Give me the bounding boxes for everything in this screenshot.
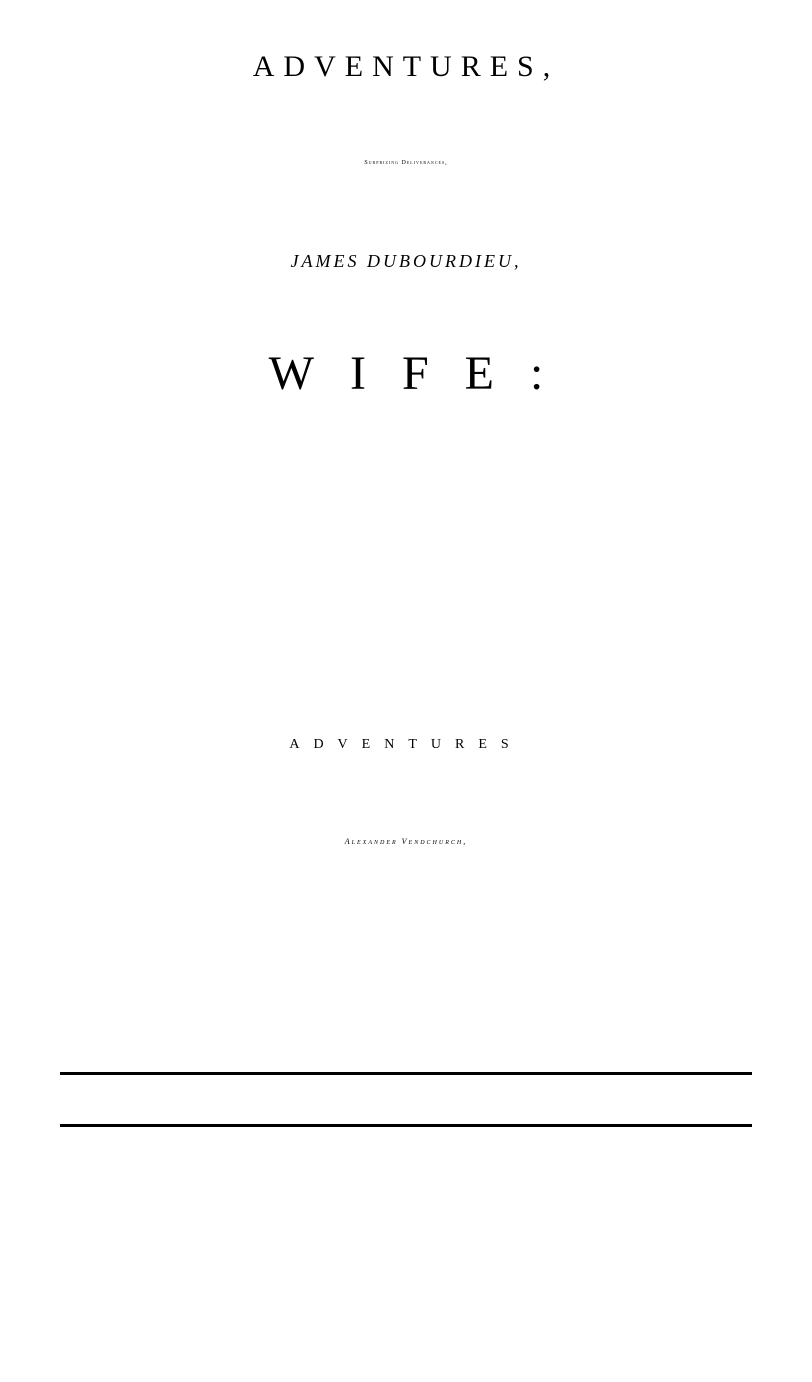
heading-adventures-2: ADVENTURES (289, 737, 523, 752)
heading-james-dubourdieu: JAMES DUBOURDIEU, (290, 251, 522, 271)
heading-alexander-vendchurch: Alexander Vendchurch, (344, 837, 468, 846)
heading-surprizing-deliverances: Surprizing Deliverances, (364, 160, 448, 166)
heading-adventures: ADVENTURES, (252, 50, 560, 83)
heading-wife: WIFE: (268, 347, 580, 400)
bottom-rule (60, 1124, 752, 1127)
top-rule (60, 1072, 752, 1075)
